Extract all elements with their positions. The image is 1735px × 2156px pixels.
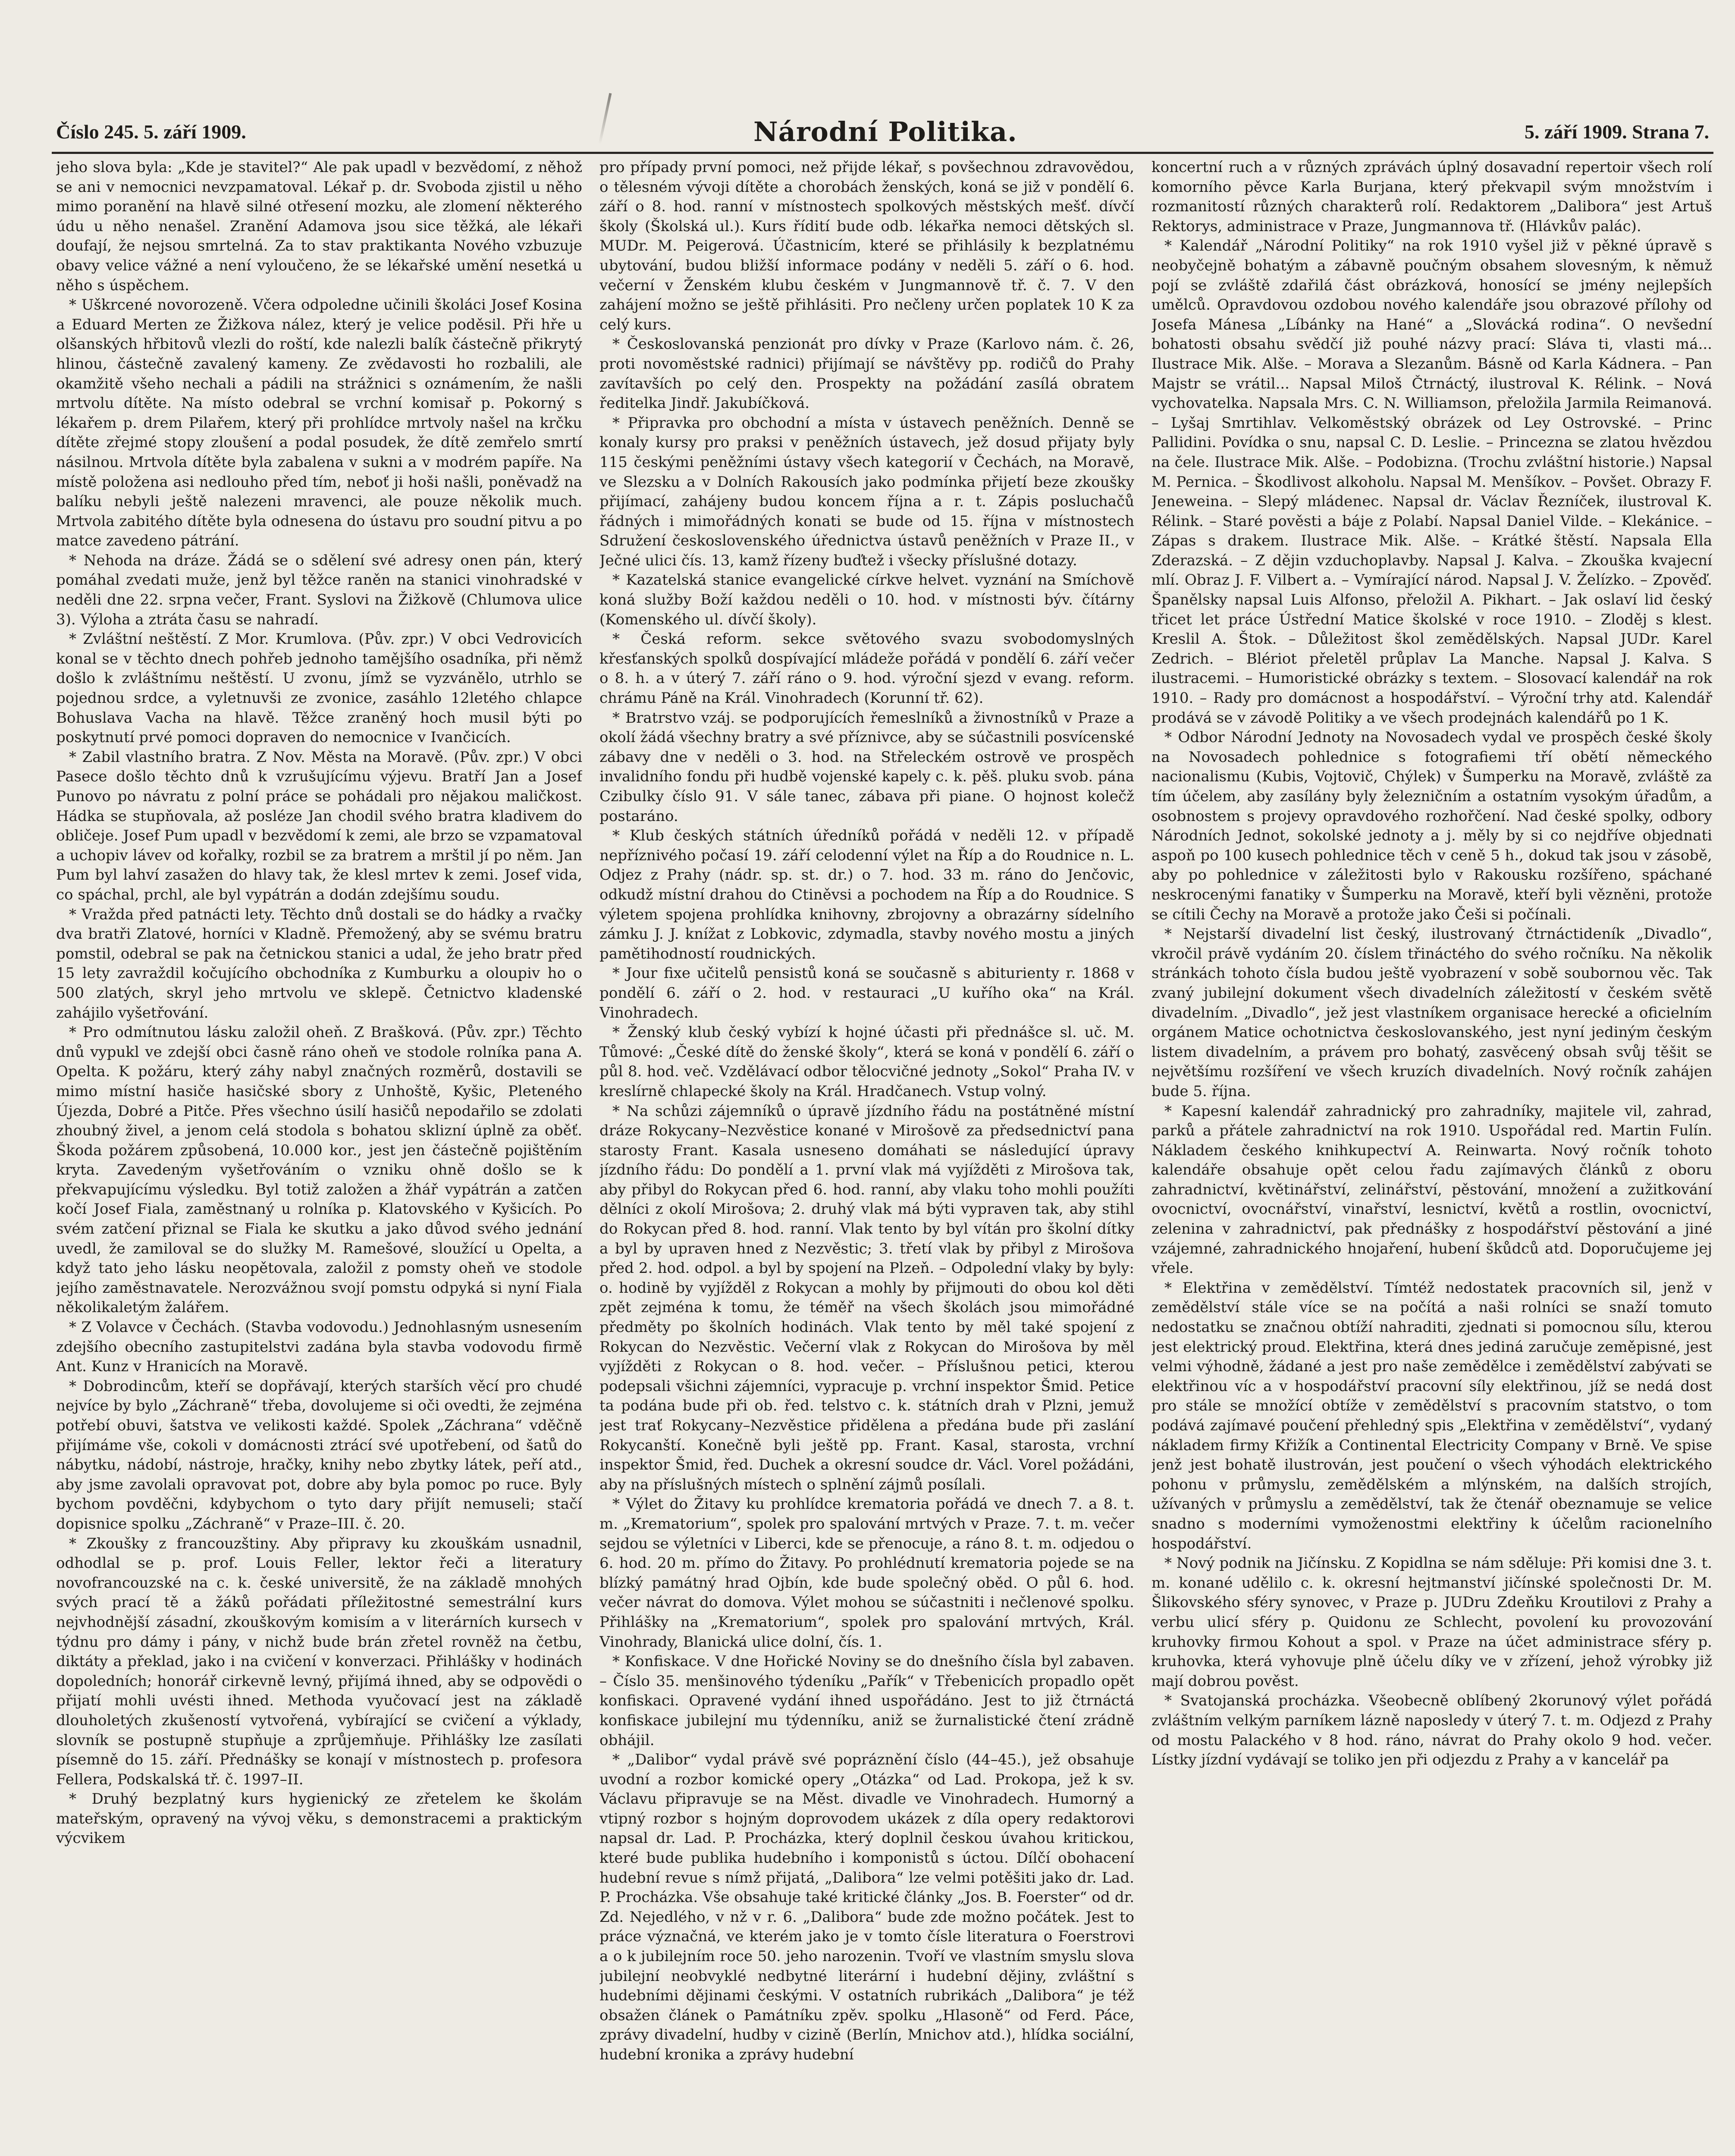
article-paragraph: koncertní ruch a v různých zprávách úplný dosavadní repertoir všech rolí komorního pěvce Karla Burjana, který překvapil svým množstvím i rozmanitostí různých charakterů rolí. Redaktorem „Dalibora“ jest Artuš Rektorys, administrace v Praze, Jungmannova tř. (Hlávkův palác). <box>1151 159 1712 235</box>
article-paragraph: * Výlet do Žitavy ku prohlídce krematoria pořádá ve dnech 7. a 8. t. m. „Krematorium“, spolek pro spalování mrtvých v Praze. 7. t. m. večer sejdou se výletníci v Liberci, kde se přenocuje, a ráno 8. t. m. odjedou o 6. hod. 20 m. přímo do Žitavy. Po prohlédnutí krematoria pojede se na blízký památný hrad Ojbín, kde bude společný oběd. O půl 6. hod. večer návrat do domova. Výlet mohou se súčastniti i nečlenové spolku. Přihlášky na „Krematorium“, spolek pro spalování mrtvých, Král. Vinohrady, Blanická ulice dolní, čís. 1. <box>599 1495 1134 1651</box>
article-paragraph: * Kapesní kalendář zahradnický pro zahradníky, majitele vil, zahrad, parků a přátele zahradnictví na rok 1910. Uspořádal red. Martin Fulín. Nákladem českého knihkupectví A. Reinwarta. Nový ročník tohoto kalendáře obsahuje opět celou řadu zajímavých článků z oboru zahradnictví, květinářství, zelinářství, pěstování, množení a zužitkování ovocnictví, ovocnářství, vinařství, lesnictví, květů a rostlin, ovocnictví, zelenina v zahradnictví, pak přednášky z hospodářství pěstování a jiné vzájemné, zahradnického hnojaření, hubení škůdců atd. Doporučujeme jej vřele. <box>1151 1102 1712 1277</box>
article-paragraph: * Kalendář „Národní Politiky“ na rok 1910 vyšel již v pěkné úpravě s neobyčejně bohatým a zábavně poučným obsahem slovesným, k němuž pojí se zvláště zdařilá část obrázková, honosící se jmény nejlepších umělců. Opravdovou ozdobou nového kalendáře jsou obrazové přílohy od Josefa Mánesa „Líbánky na Hané“ a „Slovácká rodina“. O nevšední bohatosti obsahu svědčí již pouhé názvy prací: Sláva ti, vlasti má... Ilustrace Mik. Alše. – Morava a Slezanům. Básně od Karla Kádnera. – Pan Majstr se vrátil... Napsal Miloš Čtrnáctý, ilustroval K. Rélink. – Nová vychovatelka. Napsala Mrs. C. N. Williamson, přeložila Jarmila Reimanová. – Lyšaj Smrtihlav. Velkoměstský obrázek od Ley Ostrovské. – Princ Pallidini. Povídka o snu, napsal C. D. Leslie. – Princezna se zlatou hvězdou na čele. Ilustrace Mik. Alše. – Podobizna. (Trochu zvláštní historie.) Napsal M. Pernica. – Škodlivost alkoholu. Napsal M. Menšíkov. – Povšet. Obrazy F. Jeneweina. – Slepý mládenec. Napsal dr. Václav Řezníček, ilustroval K. Rélink. – Staré pověsti a báje z Polabí. Napsal Daniel Vilde. – Klekánice. – Zápas s drakem. Ilustrace Mik. Alše. – Krátké štěstí. Napsala Ella Zderazská. – Z dějin vzduchoplavby. Napsal J. Kalva. – Zkouška kvajecní mlí. Obraz J. F. Vilbert a. – Vymírající národ. Napsal J. V. Želízko. – Zpověď. Španělsky napsal Luis Alfonso, přeložil A. Pikhart. – Jak oslaví lid český třicet let práce Ústřední Matice školské v roce 1910. – Zloděj s klest. Kreslil A. Štok. – Důležitost škol zemědělských. Napsal JUDr. Karel Zedrich. – Blériot přeletěl průplav La Manche. Napsal J. Kalva. S ilustracemi. – Humoristické obrázky s textem. – Slosovací kalendář na rok 1910. – Rady pro domácnost a hospodářství. – Výroční trhy atd. Kalendář prodává se v závodě Politiky a ve všech prodejnách kalendářů po 1 K. <box>1151 237 1712 727</box>
article-paragraph: * Z Volavce v Čechách. (Stavba vodovodu.) Jednohlasným usnesením zdejšího obecního zastupitelstvi zadána byla stavba vodovodu firmě Ant. Kunz v Hranicích na Moravě. <box>56 1319 582 1376</box>
column-left <box>56 156 582 2156</box>
article-paragraph: * Česká reform. sekce světového svazu svobodomyslných křesťanských spolků dospívající mládeže pořádá v pondělí 6. září večer o 8. h. a v úterý 7. září ráno o 9. hod. výroční sjezd v evang. reform. chrámu Páně na Král. Vinohradech (Korunní tř. 62). <box>599 630 1134 707</box>
article-paragraph: * Konfiskace. V dne Hořické Noviny se do dnešního čísla byl zabaven. – Číslo 35. menšinového týdeníku „Pařík“ v Třebenicích propadlo opět konfiskaci. Opravené vydání ihned uspořádáno. Jest to již čtrnáctá konfiskace jubilejní mu týdenníku, aniž se žurnalistické čtení zrádně obhájil. <box>599 1653 1134 1749</box>
article-paragraph: * Zvláštní neštěstí. Z Mor. Krumlova. (Pův. zpr.) V obci Vedrovicích konal se v těchto dnech pohřeb jednoho tamějšího osadníka, při němž došlo k zvláštnímu neštěstí. U zvonu, jímž se vyzvánělo, utrhlo se pojednou srdce, a vyletnuvši ze zvonice, zasáhlo 12letého chlapce Bohuslava Vacha na hlavě. Těžce zraněný hoch musil býti po poskytnutí prvé pomoci dopraven do nemocnice v Ivančicích. <box>56 630 582 746</box>
article-paragraph: * Kazatelská stanice evangelické církve helvet. vyznání na Smíchově koná služby Boží každou neděli o 10. hod. v místnosti býv. čítárny (Komenského ul. dívčí školy). <box>599 571 1134 628</box>
article-paragraph: * Svatojanská procházka. Všeobecně oblíbený 2korunový výlet pořádá zvláštním velkým parníkem lázně naposledy v úterý 7. t. m. Odjezd z Prahy od mostu Palackého v 8 hod. ráno, návrat do Prahy okolo 9 hod. večer. Lístky jízdní vydávají se toliko jen při odjezdu z Prahy a v kancelář pa <box>1151 1692 1712 1769</box>
header-rule <box>52 152 1713 154</box>
column-middle <box>599 156 1134 2156</box>
article-paragraph: * „Dalibor“ vydal právě své popráznění číslo (44–45.), jež obsahuje uvodní a rozbor komické opery „Otázka“ od Lad. Prokopa, jež k sv. Václavu připravuje se na Měst. divadle ve Vinohradech. Humorný a vtipný rozbor s hojným doprovodem ukázek z díla opery redaktorovi napsal dr. Lad. P. Procházka, který doplnil českou úvahou kritickou, které bude publika hudebního i komponistů s úctou. Dílčí obohacení hudební revue s nímž přijatá, „Dalibora“ lze velmi potěšiti jako dr. Lad. P. Procházka. Vše obsahuje také kritické články „Jos. B. Foerster“ od dr. Zd. Nejedlého, v nž v r. 6. „Dalibora“ bude zde možno počátek. Jest to práce význačná, ve kterém jako je v tomto čísle literatura o Foerstrovi a o k jubilejním roce 50. jeho narozenin. Tvoří ve vlastním smyslu slova jubilejní neobvyklé nedbytné literární i hudební dějiny, zvláštní s hudebními dějinami českými. V ostatních rubrikách „Dalibora“ je též obsažen článek o Památníku zpěv. spolku „Hlasoně“ od Ferd. Páce, zprávy divadelní, hudby v cizině (Berlín, Mnichov atd.), hlídka sociální, hudební kronika a zprávy hudební <box>599 1751 1134 2063</box>
article-paragraph: jeho slova byla: „Kde je stavitel?“ Ale pak upadl v bezvědomí, z něhož se ani v nemocnici nevzpamatoval. Lékař p. dr. Svoboda zjistil u něho mimo poranění na hlavě silné otřesení mozku, ale zlomení některého údu u něho nenašel. Zranění Adamova jsou sice těžká, ale lékaři doufají, že nejsou smrtelná. Za to stav praktikanta Nového vzbuzuje obavy velice vážné a není vyloučeno, že se lékařské umění nesetká u něho s úspěchem. <box>56 159 582 294</box>
columns <box>56 156 1718 2156</box>
article-paragraph: * Vražda před patnácti lety. Těchto dnů dostali se do hádky a rvačky dva bratři Zlatové, horníci v Kladně. Přemožený, aby se svému bratru pomstil, odebral se pak na četnickou stanici a udal, že jeho bratr před 15 lety zavraždil kočujícího obchodníka z Kumburku a oloupiv ho o 500 zlatých, skryl jeho mrtvolu ve sklepě. Četnictvo kladenské zahájilo vyšetřování. <box>56 906 582 1022</box>
article-paragraph: * Zabil vlastního bratra. Z Nov. Města na Moravě. (Pův. zpr.) V obci Pasece došlo těchto dnů k vzrušujícímu výjevu. Bratří Jan a Josef Punovo po návratu z polní práce se pohádali pro nějakou maličkost. Hádka se stupňovala, až posléze Jan chodil svého bratra kladivem do obličeje. Josef Pum upadl v bezvědomí k zemi, ale brzo se vzpamatoval a uchopiv lávev od kořalky, rozbil se za bratrem a mrštil jí po něm. Jan Pum byl lahví zasažen do hlavy tak, že klesl mrtev k zemi. Josef vida, co spáchal, prchl, ale byl vypátrán a dodán zdejšímu soudu. <box>56 748 582 903</box>
article-paragraph: * Jour fixe učitelů pensistů koná se současně s abiturienty r. 1868 v pondělí 6. září o 2. hod. v restauraci „U kuřího oka“ na Král. Vinohradech. <box>599 965 1134 1022</box>
page-header <box>56 108 1709 155</box>
article-paragraph: * Českoslovanská penzionát pro dívky v Praze (Karlovo nám. č. 26, proti novoměstské radnici) přijímají se návštěvy pp. rodičů do Prahy zavítavších po celý den. Prospekty na požádání zasílá obratem ředitelka Jindř. Jakubíčková. <box>599 335 1134 412</box>
article-paragraph: * Elektřina v zemědělství. Tímtéž nedostatek pracovních sil, jenž v zemědělství stále více se na počítá a naši rolníci se snaží tomuto nedostatku se značnou obtíží nahraditi, zjednati si pomocnou sílu, kterou jest elektrický proud. Elektřina, která dnes jediná zaručuje zeměpisné, jest velmi výhodně, žádané a jest pro naše zemědělce i zemědělství zabývati se elektřinou víc a v hospodářství pracovní síly elektřinou, jíž se nedá dost pro stále se množící obtíže v zemědělství s pracovním statstvo, o tom podává zajímavé poučení přehledný spis „Elektřina v zemědělství“, vydaný nákladem firmy Křižík a Continental Electricity Company v Brně. Ve spise jenž jest bohatě ilustrován, jest poučení o všech výhodách elektrického pohonu v průmyslu, zemědělském a mlýnském, na dalších strojích, užívaných v průmyslu a zemědělství, tak že čtenář obeznamuje se velice snadno s moderními vymoženostmi elektřiny k účelům racionelního hospodářství. <box>1151 1279 1712 1552</box>
article-paragraph: * Pro odmítnutou lásku založil oheň. Z Brašková. (Pův. zpr.) Těchto dnů vypukl ve zdejší obci časně ráno oheň ve stodole rolníka pana A. Opelta. K požáru, který záhy nabyl značných rozměrů, dostavili se mimo místní hasiče hasičské sbory z Unhoště, Kyšic, Pleteného Újezda, Dobré a Pitče. Přes všechno úsilí hasičů nepodařilo se zdolati zhoubný živel, a jenom celá stodola s bohatou sklizní úplně za oběť. Škoda požárem způsobená, 10.000 kor., jest jen částečně pojištěním kryta. Zavedeným vyšetřováním o vzniku ohně došlo se k překvapujícímu výsledku. Byl totiž založen a žhář vypátrán a zatčen kočí Josef Fiala, zaměstnaný u rolníka p. Klatovského v Kyšicích. Po svém zatčení přiznal se Fiala ke skutku a jako důvod svého jednání uvedl, že zamiloval se do služky M. Ramešové, sloužící u Opelta, a když tato jeho lásku neopětovala, založil z pomsty oheň ve stodole jejího zaměstnavatele. Nerozvážnou svojí pomstu odpyká si nyní Fiala několikaletým žalářem. <box>56 1024 582 1316</box>
issue-line: Číslo 245. 5. září 1909. <box>56 120 246 143</box>
article-paragraph: * Ženský klub český vybízí k hojné účasti při přednášce sl. uč. M. Tůmové: „České dítě do ženské školy“, která se koná v pondělí 6. září o půl 8. hod. več. Vzdělávací odbor tělocvičné jednoty „Sokol“ Praha IV. v kreslírně chlapecké školy na Král. Hradčanech. Vstup volný. <box>599 1024 1134 1100</box>
page-line: 5. září 1909. Strana 7. <box>1524 120 1709 143</box>
article-paragraph: * Nejstarší divadelní list český, ilustrovaný čtrnáctideník „Divadlo“, vkročil právě vydáním 20. číslem třináctého do svého ročníku. Na několik stránkách tohoto čísla budou ještě vyobrazení v sobě soubornou věc. Tak zvaný jubilejní dokument všech divadelních záležitostí v českém světě divadelním. „Divadlo“, jež jest vlastníkem organisace herecké a oficielním orgánem Matice ochotnictva českoslovanského, jest nyní jediným českým listem divadelním, a právem pro bohatý, zasvěcený obsah svůj těšit se největšímu rozšíření ve všech kruzích divadelních. Nový ročník zahájen bude 5. října. <box>1151 925 1712 1100</box>
article-paragraph: * Bratrstvo vzáj. se podporujících řemeslníků a živnostníků v Praze a okolí žádá všechny bratry a své příznivce, aby se súčastnili posvícenské zábavy dne v neděli o 3. hod. na Střeleckém ostrově ve prospěch invalidního fondu při hudbě vojenské kapely c. k. pěš. pluku svob. pána Czibulky číslo 91. V sále tanec, zábava při piane. O hojnost kolečž postaráno. <box>599 709 1134 825</box>
article-paragraph: * Druhý bezplatný kurs hygienický ze zřetelem ke školám mateřským, opravený na vývoj věku, s demonstracemi a praktickým výcvikem <box>56 1790 582 1847</box>
article-paragraph: * Na schůzi zájemníků o úpravě jízdního řádu na postátněné místní dráze Rokycany–Nezvěstice konané v Mirošově za předsednictví pana starosty Frant. Kasala usneseno domáhati se následující úpravy jízdního řádu: Do pondělí a 1. první vlak má vyjížděti z Mirošova tak, aby přibyl do Rokycan před 6. hod. ranní, aby vlaku toho mohli použíti dělníci z okolí Mirošova; 2. druhý vlak má býti vypraven tak, aby stihl do Rokycan před 8. hod. ranní. Vlak tento by byl vítán pro školní dítky a byl by upraven hned z Nezvěstic; 3. třetí vlak by přibyl z Mirošova před 2. hod. odpol. a byl by spojení na Plzeň. – Odpolední vlaky by byly: o. hodině by vyjížděl z Rokycan a mohly by přijmouti do obou kol děti zpět zejména k tomu, že téměř na všech školách jsou mimořádné předměty po školních hodinách. Vlak tento by měl také spojení z Rokycan do Nezvěstic. Večerní vlak z Rokycan do Mirošova by měl vyjížděti z Rokycan o 8. hod. večer. – Příslušnou petici, kterou podepsali všichni zájemníci, vypracuje p. vrchní inspektor Šmid. Petice ta podána bude při ob. řed. telstvo c. k. státních drah v Plzni, jemuž jest trať Rokycany–Nezvěstice přidělena a předána bude při zaslání Rokycanští. Konečně byli ještě pp. Frant. Kasal, starosta, vrchní inspektor Šmid, řed. Duchek a okresní soudce dr. Václ. Vorel požádáni, aby na příslušných místech o splnění zájmů posílali. <box>599 1102 1134 1493</box>
column-right <box>1151 156 1712 2156</box>
publication-title: Národní Politika. <box>753 116 1017 147</box>
article-paragraph: * Uškrcené novorozeně. Včera odpoledne učinili školáci Josef Kosina a Eduard Merten ze Žižkova nález, který je velice poděsil. Při hře u olšanských hřbitovů vlezli do roští, kde nalezli balík částečně přikrytý hlinou, částečně zavalený kameny. Ze zvědavosti ho rozbalili, ale okamžitě všeho nechali a pádili na strážnici s oznámením, že našli mrtvolu dítěte. Na místo odebral se vrchní komisař p. Pokorný s lékařem p. drem Pilařem, který při prohlídce mrtvoly našel na krčku dítěte zřejmé stopy zloušení a podal posudek, že dítě zemřelo smrtí násilnou. Mrtvola dítěte byla zabalena v sukni a v modrém papíře. Na místě položena asi nedlouho před tím, neboť ji hoši našli, poněvadž na balíku nebyli ještě nalezeni mravenci, ale pouze několik much. Mrtvola zabitého dítěte byla odnesena do ústavu pro soudní pitvu a po matce zavedeno pátrání. <box>56 296 582 550</box>
article-paragraph: * Dobrodincům, kteří se dopřávají, kterých starších věcí pro chudé nejvíce by bylo „Záchraně“ třeba, dovolujeme si oči ovedti, že zejména potřebí obuvi, šatstva ve velikosti každé. Spolek „Záchrana“ vděčně přijímáme vše, cokoli v domácnosti ztrácí své upotřebení, od šatů do nábytku, nádobí, nástroje, hračky, knihy nebo zbytky látek, peří atd., aby jsme zavolali opravovat pot, dobre aby byla pomoc po ruce. Byly bychom povděčni, kdybychom o tyto dary přijít nemuseli; stačí dopisnice spolku „Záchraně“ v Praze–III. č. 20. <box>56 1377 582 1532</box>
article-paragraph: * Odbor Národní Jednoty na Novosadech vydal ve prospěch české školy na Novosadech pohlednice s fotografiemi tří obětí německého nacionalismu (Kubis, Vojtovič, Chýlek) v Šumperku na Moravě, zvláště za tím účelem, aby zasílány byly železničním a ostatním vysokým úřadům, a osobnostem s projevy opravdového rozhořčení. Nad české spolky, odbory Národních Jednot, sokolské jednoty a j. měly by si co nejdříve objednati aspoň po 100 kusech pohlednice těch v ceně 5 h., dokud tak jsou v zásobě, aby po pohlednice v záležitosti bylo v Rakousku rozšířeno, spáchané neskrocenými fanatiky v Šumperku na Moravě, kteří byli vězněni, protože se cítili Čechy na Moravě a protože jako Češi si počínali. <box>1151 729 1712 923</box>
article-paragraph: * Nový podnik na Jičínsku. Z Kopidlna se nám sděluje: Při komisi dne 3. t. m. konané udělilo c. k. okresní hejtmanství jičínské společnosti Dr. M. Šlikovského sféry synovec, v Praze p. JUDru Zdeňku Kroutilovi z Prahy a verbu ulicí sféry p. Quidonu ze Schlecht, povolení ku provozování kruhovky firmou Kohout a spol. v Praze na účet administrace sféry p. kruhovka, která vyhovuje plně účelu díky ve v zřízení, jehož výrobky již mají dobrou pověst. <box>1151 1554 1712 1690</box>
article-paragraph: * Nehoda na dráze. Žádá se o sdělení své adresy onen pán, který pomáhal zvedati muže, jenž byl těžce raněn na stanici vinohradské v neděli dne 22. srpna večer, Frant. Syslovi na Žižkově (Chlumova ulice 3). Výloha a ztráta času se nahradí. <box>56 552 582 628</box>
article-paragraph: * Klub českých státních úředníků pořádá v neděli 12. v případě nepříznivého počasí 19. září celodenní výlet na Říp a do Roudnice n. L. Odjez z Prahy (nádr. sp. st. dr.) o 7. hod. 33 m. ráno do Jenčovic, odkudž místní drahou do Ctiněvsi a pochodem na Říp a do Roudnice. S výletem spojena prohlídka knihovny, zbrojovny a obrazárny sídelního zámku J. J. knížat z Lobkovic, zdymadla, stavby nového mostu a jiných pamětihodností roudnických. <box>599 827 1134 962</box>
article-paragraph: pro případy první pomoci, než přijde lékař, s povšechnou zdravovědou, o tělesném vývoji dítěte a chorobách ženských, koná se již v pondělí 6. září o 8. hod. ranní v místnostech spolkových městských mešť. dívčí školy (Školská ul.). Kurs řídití bude odb. lékařka nemoci dětských sl. MUDr. M. Peigerová. Účastnicím, které se přihlásily k bezplatnému ubytování, budou bližší informace podány v neděli 5. září o 6. hod. večerní v Ženském klubu českém v Jungmannově tř. č. 7. V den zahájení možno se ještě přihlásiti. Pro nečleny určen poplatek 10 K za celý kurs. <box>599 159 1134 333</box>
article-paragraph: * Zkoušky z francouzštiny. Aby připravy ku zkouškám usnadnil, odhodlal se p. prof. Louis Feller, lektor řeči a literatury novofrancouzské na c. k. české universitě, že na základě mnohých svých prací tě a žáků pořádati příležitostné semestrální kurs nejvhodnější zásadní, zkouškovým komisím a v literárních kursech v týdnu pro dámy i pány, v nichž bude brán zřetel rovněž na četbu, diktáty a překlad, jako i na cvičení v konverzaci. Přihlášky v hodinách dopoledních; honorář cirkevně levný, přijímá ihned, aby se odpovědi o přijatí mohli uvésti ihned. Methoda vyučovací jest na základě dlouholetých zkušeností vytvořená, vybírající se cvičení a výklady, slovník se postupně stupňuje a zprůjemňuje. Přihlášky lze zasílati písemně do 15. září. Přednášky se konají v místnostech p. profesora Fellera, Podskalská tř. č. 1997–II. <box>56 1535 582 1788</box>
article-paragraph: * Připravka pro obchodní a místa v ústavech peněžních. Denně se konaly kursy pro praksi v peněžních ústavech, jež dosud přijaty byly 115 českými peněžními ústavy všech kategorií v Čechách, na Moravě, ve Slezsku a v Dolních Rakousích jako podmínka přijetí beze zkoušky přijímací, zahájeny budou koncem října a r. t. Zápis posluchačů řádných i mimořádných konati se bude od 15. října v místnostech Sdružení československého úřednictva ústavů peněžních v Praze II., v Ječné ulici čís. 13, kamž řízeny buďtež i všecky příslušné dotazy. <box>599 414 1134 569</box>
